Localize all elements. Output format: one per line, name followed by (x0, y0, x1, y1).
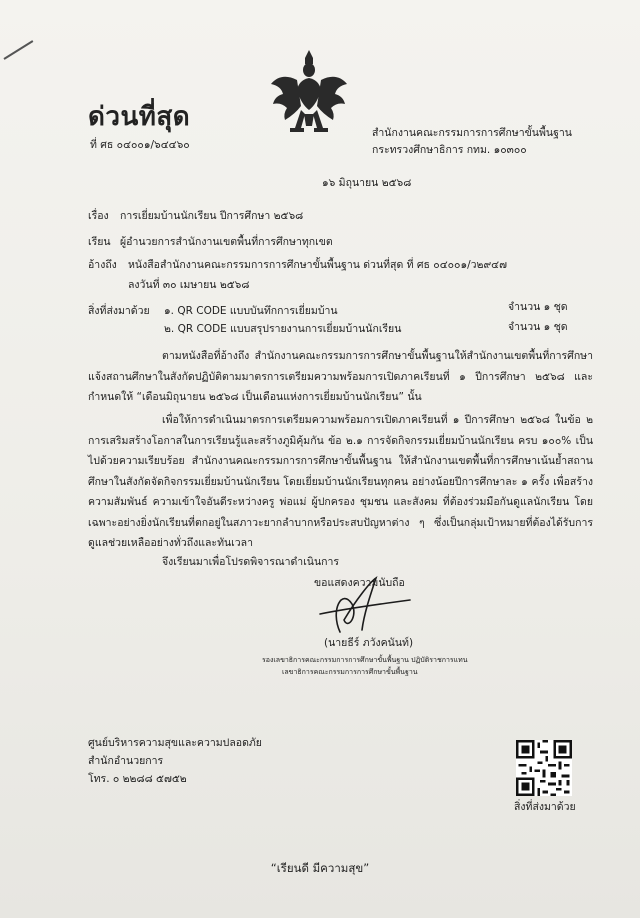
slogan: “เรียนดี มีความสุข” (270, 861, 370, 875)
footer-division: สำนักอำนวยการ (88, 755, 164, 767)
to-text: ผู้อำนวยการสำนักงานเขตพื้นที่การศึกษาทุกเขต (120, 236, 333, 248)
subject-text: การเยี่ยมบ้านนักเรียน ปีการศึกษา ๒๕๖๘ (120, 210, 304, 222)
qr-code-icon (516, 740, 572, 796)
signature-closing: ขอแสดงความนับถือ (314, 577, 405, 589)
subject-label: เรื่อง (88, 210, 109, 222)
enclosure-qty: จำนวน ๑ ชุด (508, 321, 568, 333)
body-paragraph-1: ตามหนังสือที่อ้างถึง สำนักงานคณะกรรมการการศึกษาขั้นพื้นฐานให้สำนักงานเขตพื้นที่การศึกษาแจ้งสถานศึกษาในสังกัดปฏิบัติตามมาตรการเตรียมความพร้อมการเปิดภาคเรียนที่ ๑ ปีการศึกษา ๒๕๖๘ และกำหนดให้ “เดือนมิถุนายน ๒๕๖๘ เป็นเดือนแห่งการเยี่ยมบ้านนักเรียน” นั้น (88, 350, 593, 403)
garuda-emblem-icon (268, 48, 350, 140)
signer-title-line1: รองเลขาธิการคณะกรรมการการศึกษาขั้นพื้นฐาน ปฏิบัติราชการแทน (262, 656, 468, 664)
pen-mark (3, 40, 33, 60)
body-paragraph-2: เพื่อให้การดำเนินมาตรการเตรียมความพร้อมการเปิดภาคเรียนที่ ๑ ปีการศึกษา ๒๕๖๘ ในข้อ ๒ การเสริมสร้างโอกาสในการเรียนรู้และสร้างภูมิคุ้มกัน ข้อ ๒.๑ การจัดกิจกรรมเยี่ยมบ้านนักเรียน ครบ ๑๐๐% เป็นไปด้วยความเรียบร้อย สำนักงานคณะกรรมการการศึกษาขั้นพื้นฐาน ให้สำนักงานเขตพื้นที่การศึกษาเน้นย้ำสถานศึกษาในสังกัดจัดกิจกรรมเยี่ยมบ้านนักเรียน โดยเยี่ยมบ้านนักเรียนทุกคน อย่างน้อยปีการศึกษาละ ๑ ครั้ง เพื่อสร้างความสัมพันธ์ ความเข้าใจอันดีระหว่างครู พ่อแม่ ผู้ปกครอง ชุมชน และสังคม ที่ต้องร่วมมือกันดูแลนักเรียน โดยเฉพาะอย่างยิ่งนักเรียนที่ตกอยู่ในสภาวะยากลำบากหรือประสบปัญหาต่าง ๆ ซึ่งเป็นกลุ่มเป้าหมายที่ต้องได้รับการดูแลช่วยเหลืออย่างทั่วถึงและทันเวลา (88, 414, 593, 549)
enclosure-item: ๒. QR CODE แบบสรุปรายงานการเยี่ยมบ้านนักเรียน (164, 323, 402, 335)
signer-name: (นายธีร์ ภวังคนันท์) (324, 637, 414, 649)
footer-phone: โทร. ๐ ๒๒๘๘ ๕๗๕๒ (88, 773, 187, 785)
reference-text-line2: ลงวันที่ ๓๐ เมษายน ๒๕๖๘ (128, 279, 250, 291)
signer-title-line2: เลขาธิการคณะกรรมการการศึกษาขั้นพื้นฐาน (282, 668, 418, 676)
enclosure-item: ๑. QR CODE แบบบันทึกการเยี่ยมบ้าน (164, 305, 338, 317)
footer-office: ศูนย์บริหารความสุขและความปลอดภัย (88, 737, 262, 749)
agency-address: กระทรวงศึกษาธิการ กทม. ๑๐๓๐๐ (372, 144, 527, 156)
reference-number: ที่ ศธ ๐๔๐๐๑/๖๔๔๖๐ (90, 139, 190, 151)
handwritten-signature (300, 570, 460, 640)
reference-text-line1: หนังสือสำนักงานคณะกรรมการการศึกษาขั้นพื้นฐาน ด่วนที่สุด ที่ ศธ ๐๔๐๐๑/ว๒๙๔๗ (128, 259, 508, 271)
urgency-label: ด่วนที่สุด (88, 102, 191, 132)
qr-caption: สิ่งที่ส่งมาด้วย (514, 801, 576, 813)
document-date: ๑๖ มิถุนายน ๒๕๖๘ (322, 177, 412, 189)
agency-name: สำนักงานคณะกรรมการการศึกษาขั้นพื้นฐาน (372, 127, 572, 139)
enclosures-label: สิ่งที่ส่งมาด้วย (88, 305, 150, 317)
reference-label: อ้างถึง (88, 259, 117, 271)
enclosure-qty: จำนวน ๑ ชุด (508, 301, 568, 313)
to-label: เรียน (88, 236, 111, 248)
closing-request: จึงเรียนมาเพื่อโปรดพิจารณาดำเนินการ (162, 556, 340, 568)
